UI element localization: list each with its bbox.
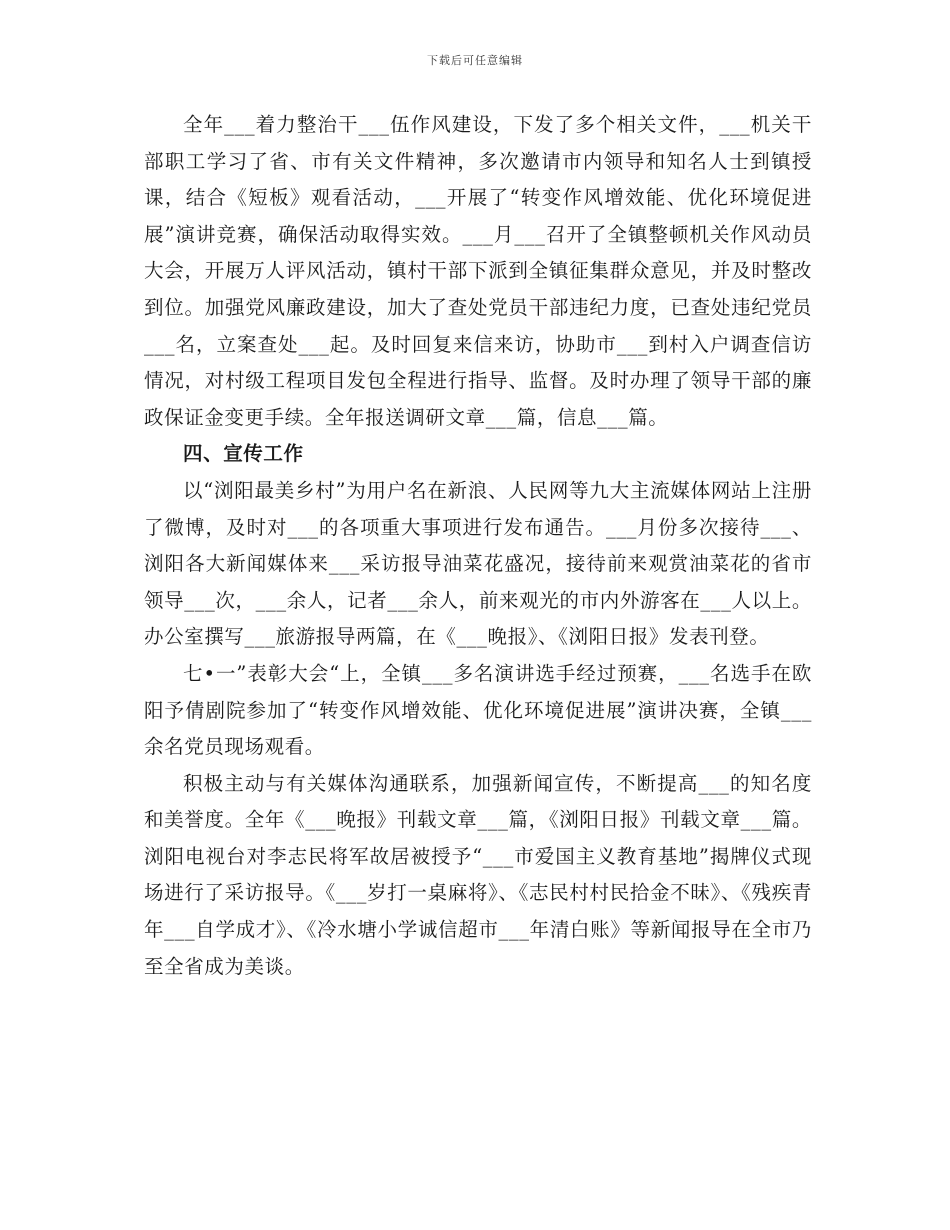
paragraph-work-style: 全年___着力整治干___伍作风建设，下发了多个相关文件，___机关干部职工学习了省、市有关文件精神，多次邀请市内领导和知名人士到镇授课，结合《短板》观看活动，___开展了“转变作风增效能、优化环境促进展”演讲竞赛，确保活动取得实效。___月___召开了全镇整顿机关作风动员大会，开展万人评风活动，镇村干部下派到全镇征集群众意见，并及时整改到位。加强党风廉政建设，加大了查处党员干部违纪力度，已查处违纪党员___名，立案查处___起。及时回复来信来访，协助市___到村入户调查信访情况，对村级工程项目发包全程进行指导、监督。及时办理了领导干部的廉政保证金变更手续。全年报送调研文章___篇，信息___篇。 xyxy=(144,113,812,429)
document-body xyxy=(144,107,812,985)
section-heading-publicity: 四、宣传工作 xyxy=(183,442,304,466)
paragraph-news-publicity: 积极主动与有关媒体沟通联系，加强新闻宣传，不断提高___的知名度和美誉度。全年《___晚报》刊载文章___篇，《浏阳日报》刊载文章___篇。浏阳电视台对李志民将军故居被授予“___市爱国主义教育基地”揭牌仪式现场进行了采访报导。《___岁打一桌麻将》、《志民村村民拾金不昧》、《残疾青年___自学成才》、《冷水塘小学诚信超市___年清白账》等新闻报导在全市乃至全省成为美谈。 xyxy=(144,771,812,978)
paragraph-weibo-media: 以“浏阳最美乡村”为用户名在新浪、人民网等九大主流媒体网站上注册了微博，及时对___的各项重大事项进行发布通告。___月份多次接待___、浏阳各大新闻媒体来___采访报导油菜花盛况，接待前来观赏油菜花的省市领导___次，___余人，记者___余人，前来观光的市内外游客在___人以上。办公室撰写___旅游报导两篇，在《___晚报》、《浏阳日报》发表刊登。 xyxy=(144,478,812,649)
page-header-note: 下载后可任意编辑 xyxy=(427,54,523,67)
paragraph-speech-contest: 七•一”表彰大会“上，全镇___多名演讲选手经过预赛，___名选手在欧阳予倩剧院参加了“转变作风增效能、优化环境促进展”演讲决赛，全镇___余名党员现场观看。 xyxy=(144,661,812,759)
